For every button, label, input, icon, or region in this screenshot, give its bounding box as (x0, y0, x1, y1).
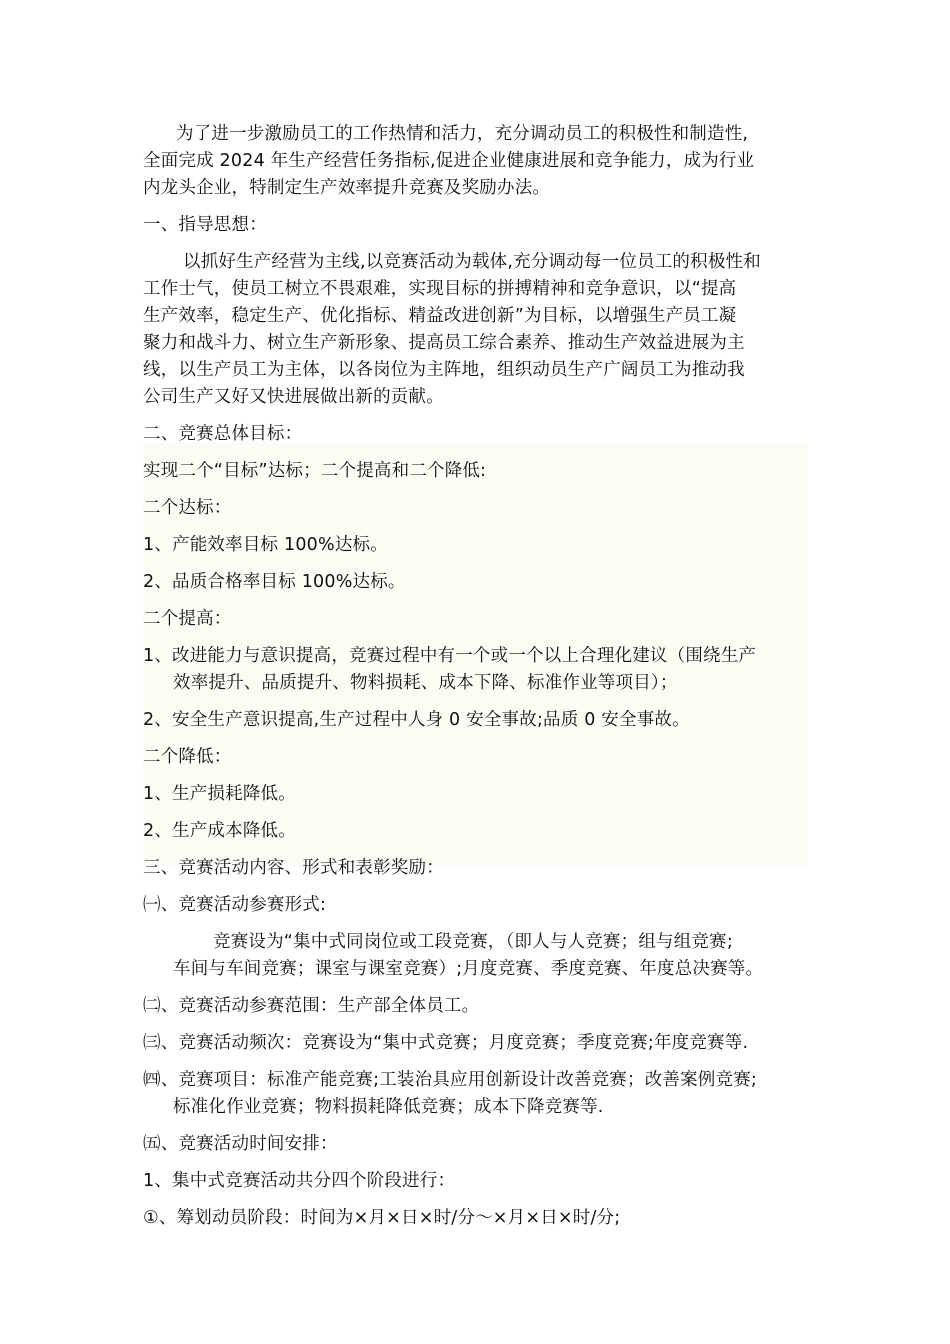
list-item: 1、产能效率目标 100%达标。 (143, 535, 388, 555)
subheading: 二个降低： (143, 747, 232, 767)
paragraph-line: 竞赛设为“集中式同岗位或工段竞赛，（即人与人竞赛；组与组竞赛; (213, 932, 733, 952)
intro-line: 为了进一步激励员工的工作热情和活力，充分调动员工的积极性和制造性, (176, 124, 749, 144)
section-heading: 三、竞赛活动内容、形式和表彰奖励： (143, 858, 444, 878)
paragraph-line: 线，以生产员工为主体，以各岗位为主阵地，组织动员生产广阔员工为推动我 (143, 360, 745, 380)
list-item: ①、筹划动员阶段：时间为×月×日×时/分～×月×日×时/分; (143, 1208, 621, 1228)
list-item: 2、品质合格率目标 100%达标。 (143, 572, 406, 592)
subheading: 二个提高： (143, 609, 232, 629)
intro-line: 全面完成 2024 年生产经营任务指标,促进企业健康进展和竞争能力，成为行业 (143, 151, 755, 171)
subheading: 二个达标： (143, 498, 232, 518)
list-item: ㈢、竞赛活动频次：竞赛设为“集中式竞赛；月度竞赛；季度竞赛;年度竞赛等. (143, 1033, 749, 1053)
section-heading: 一、指导思想： (143, 215, 267, 235)
paragraph-line: 聚力和战斗力、树立生产新形象、提高员工综合素养、推动生产效益进展为主 (143, 333, 745, 353)
list-item: ㈣、竞赛项目：标准产能竞赛;工装治具应用创新设计改善竞赛；改善案例竞赛; (143, 1070, 757, 1090)
paragraph-line: 以抓好生产经营为主线,以竞赛活动为载体,充分调动每一位员工的积极性和 (183, 252, 761, 272)
list-item: 1、生产损耗降低。 (143, 784, 296, 804)
section-heading: 二、竞赛总体目标： (143, 424, 303, 444)
list-item: 2、生产成本降低。 (143, 821, 296, 841)
list-item-continuation: 效率提升、品质提升、物料损耗、成本下降、标准作业等项目）； (173, 673, 678, 693)
subheading: ㈠、竞赛活动参赛形式: (143, 895, 327, 915)
paragraph-line: 公司生产又好又快进展做出新的贡献。 (143, 387, 444, 407)
list-item: 1、改进能力与意识提高，竞赛过程中有一个或一个以上合理化建议（围绕生产 (143, 646, 757, 666)
list-item: 1、集中式竞赛活动共分四个阶段进行： (143, 1171, 456, 1191)
paragraph-line: 实现二个“目标”达标；二个提高和二个降低: (143, 461, 487, 481)
paragraph-line: 车间与车间竞赛；课室与课室竞赛）;月度竞赛、季度竞赛、年度总决赛等。 (173, 959, 764, 979)
list-item: ㈡、竞赛活动参赛范围：生产部全体员工。 (143, 996, 480, 1016)
list-item: 2、安全生产意识提高,生产过程中人身 0 安全事故;品质 0 安全事故。 (143, 710, 690, 730)
subheading: ㈤、竞赛活动时间安排： (143, 1134, 338, 1154)
list-item-continuation: 标准化作业竞赛；物料损耗降低竞赛；成本下降竞赛等. (173, 1097, 604, 1117)
paragraph-line: 生产效率，稳定生产、优化指标、精益改进创新”为目标，以增强生产员工凝 (143, 306, 737, 326)
intro-line: 内龙头企业，特制定生产效率提升竞赛及奖励办法。 (143, 178, 551, 198)
paragraph-line: 工作士气，使员工树立不畏艰难，实现目标的拼搏精神和竞争意识，以“提高 (143, 279, 737, 299)
